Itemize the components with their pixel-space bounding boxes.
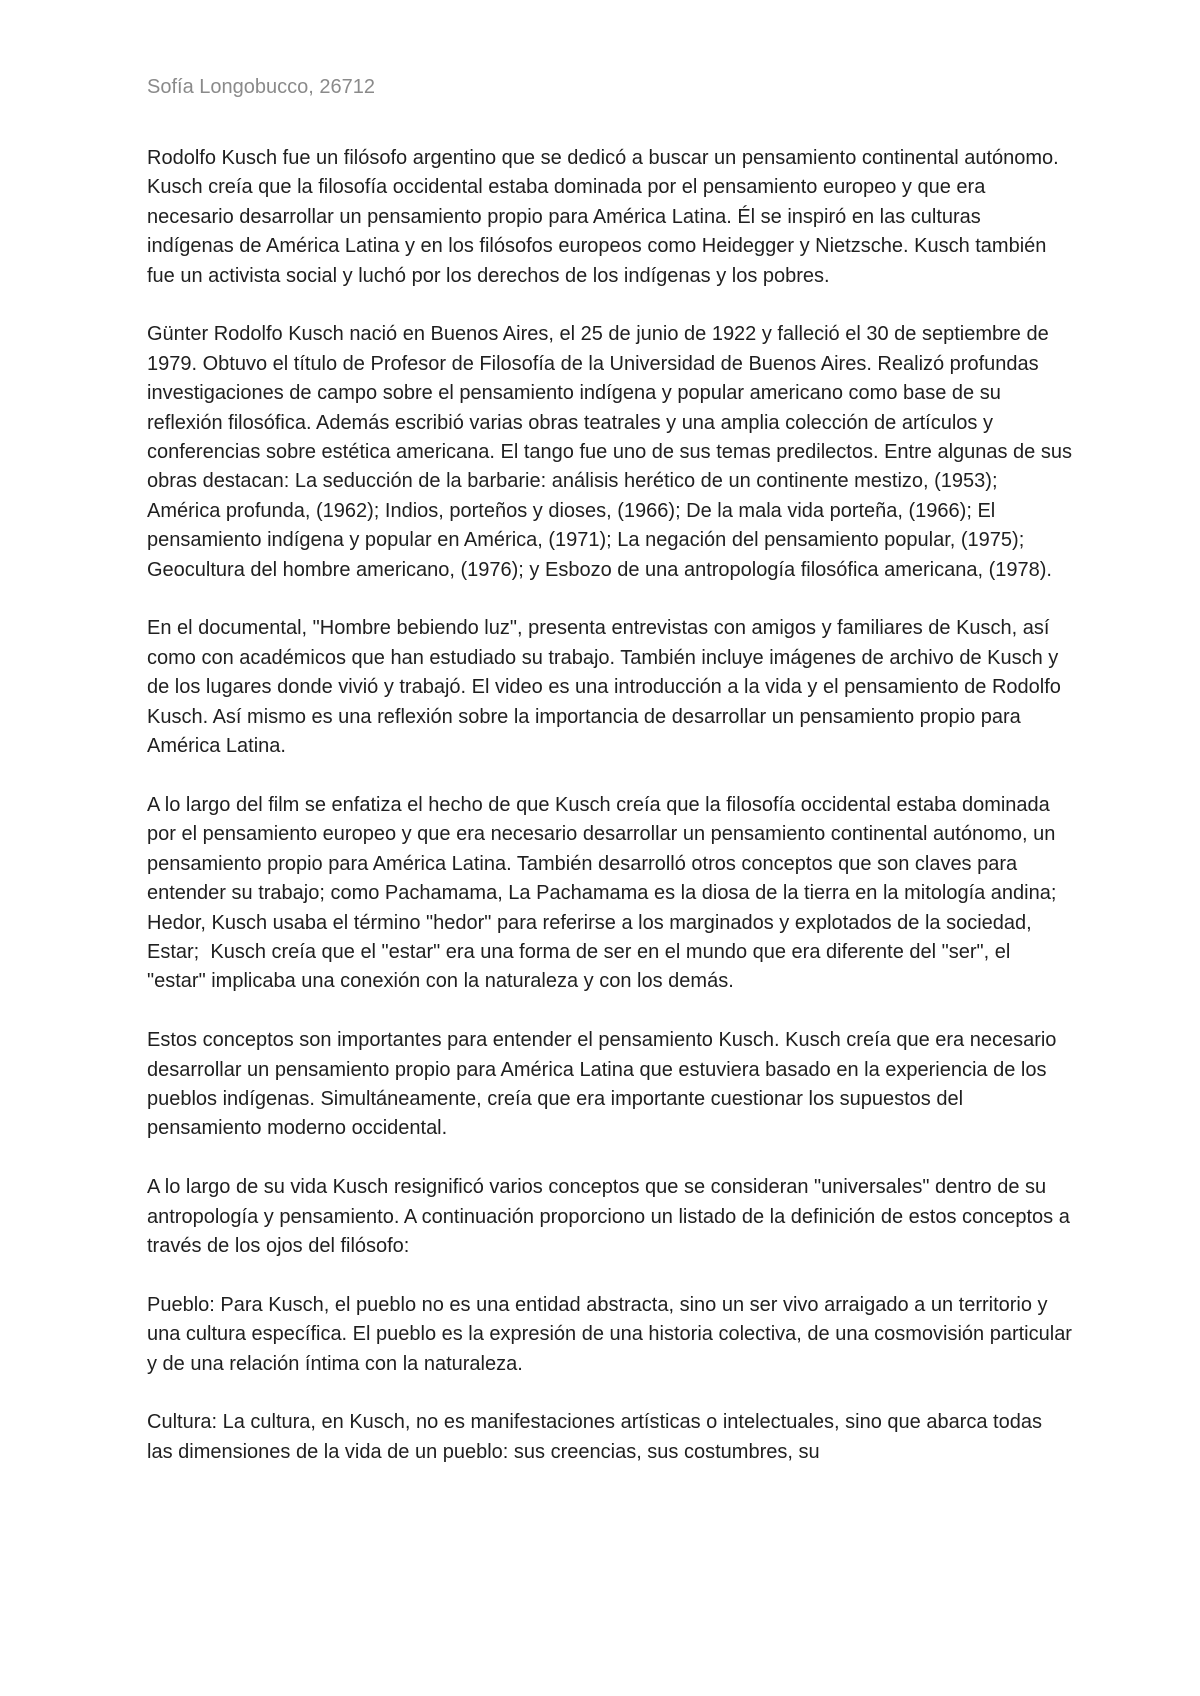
paragraph-concepts-importance: Estos conceptos son importantes para entender el pensamiento Kusch. Kusch creía que era necesario desarrollar un pensamiento propio para América Latina que estuviera basado en la experiencia de los pueblos indígenas. Simultáneamente, creía que era importante cuestionar los supuestos del pensamiento moderno occidental. <box>147 1029 1062 1140</box>
paragraph-pueblo: Pueblo: Para Kusch, el pueblo no es una entidad abstracta, sino un ser vivo arraigado a un territorio y una cultura específica. El pueblo es la expresión de una historia colectiva, de una cosmovisión particular y de una relación íntima con la naturaleza. <box>147 1293 1078 1375</box>
paragraph-documentary: En el documental, "Hombre bebiendo luz", presenta entrevistas con amigos y familiares de Kusch, así como con académicos que han estudiado su trabajo. También incluye imágenes de archivo de Kusch y de los lugares donde vivió y trabajó. El video es una introducción a la vida y el pensamiento de Rodolfo Kusch. Así mismo es una reflexión sobre la importancia de desarrollar un pensamiento propio para América Latina. <box>147 617 1067 758</box>
paragraph-intro: Rodolfo Kusch fue un filósofo argentino que se dedicó a buscar un pensamiento continental autónomo. Kusch creía que la filosofía occidental estaba dominada por el pensamiento europeo y que era necesario desarrollar un pensamiento propio para América Latina. Él se inspiró en las culturas indígenas de América Latina y en los filósofos europeos como Heidegger y Nietzsche. Kusch también fue un activista social y luchó por los derechos de los indígenas y los pobres. <box>147 147 1065 287</box>
paragraph-film-concepts: A lo largo del film se enfatiza el hecho de que Kusch creía que la filosofía occidental estaba dominada por el pensamiento europeo y que era necesario desarrollar un pensamiento continental autónomo, un pensamiento propio para América Latina. También desarrolló otros conceptos que son claves para entender su trabajo; como Pachamama, La Pachamama es la diosa de la tierra en la mitología andina; Hedor, Kusch usaba el término "hedor" para referirse a los marginados y explotados de la sociedad, Estar; Kusch creía que el "estar" era una forma de ser en el mundo que era diferente del "ser", el "estar" implicaba una conexión con la naturaleza y con los demás. <box>147 793 1062 993</box>
author-header: Sofía Longobucco, 26712 <box>147 76 375 98</box>
paragraph-universal-concepts: A lo largo de su vida Kusch resignificó varios conceptos que se consideran "universales" dentro de su antropología y pensamiento. A continuación proporciono un listado de la definición de estos conceptos a través de los ojos del filósofo: <box>147 1176 1076 1257</box>
paragraph-biography: Günter Rodolfo Kusch nació en Buenos Aires, el 25 de junio de 1922 y falleció el 30 de septiembre de 1979. Obtuvo el título de Profesor de Filosofía de la Universidad de Buenos Aires. Realizó profundas investigaciones de campo sobre el pensamiento indígena y popular americano como base de su reflexión filosófica. Además escribió varias obras teatrales y una amplia colección de artículos y conferencias sobre estética americana. El tango fue uno de sus temas predilectos. Entre algunas de sus obras destacan: La seducción de la barbarie: análisis herético de un continente mestizo, (1953); América profunda, (1962); Indios, porteños y dioses, (1966); De la mala vida porteña, (1966); El pensamiento indígena y popular en América, (1971); La negación del pensamiento popular, (1975); Geocultura del hombre americano, (1976); y Esbozo de una antropología filosófica americana, (1978). <box>147 323 1078 581</box>
paragraph-cultura: Cultura: La cultura, en Kusch, no es manifestaciones artísticas o intelectuales, sino que abarca todas las dimensiones de la vida de un pueblo: sus creencias, sus costumbres, su <box>147 1411 1048 1463</box>
document-body <box>147 144 1078 1467</box>
